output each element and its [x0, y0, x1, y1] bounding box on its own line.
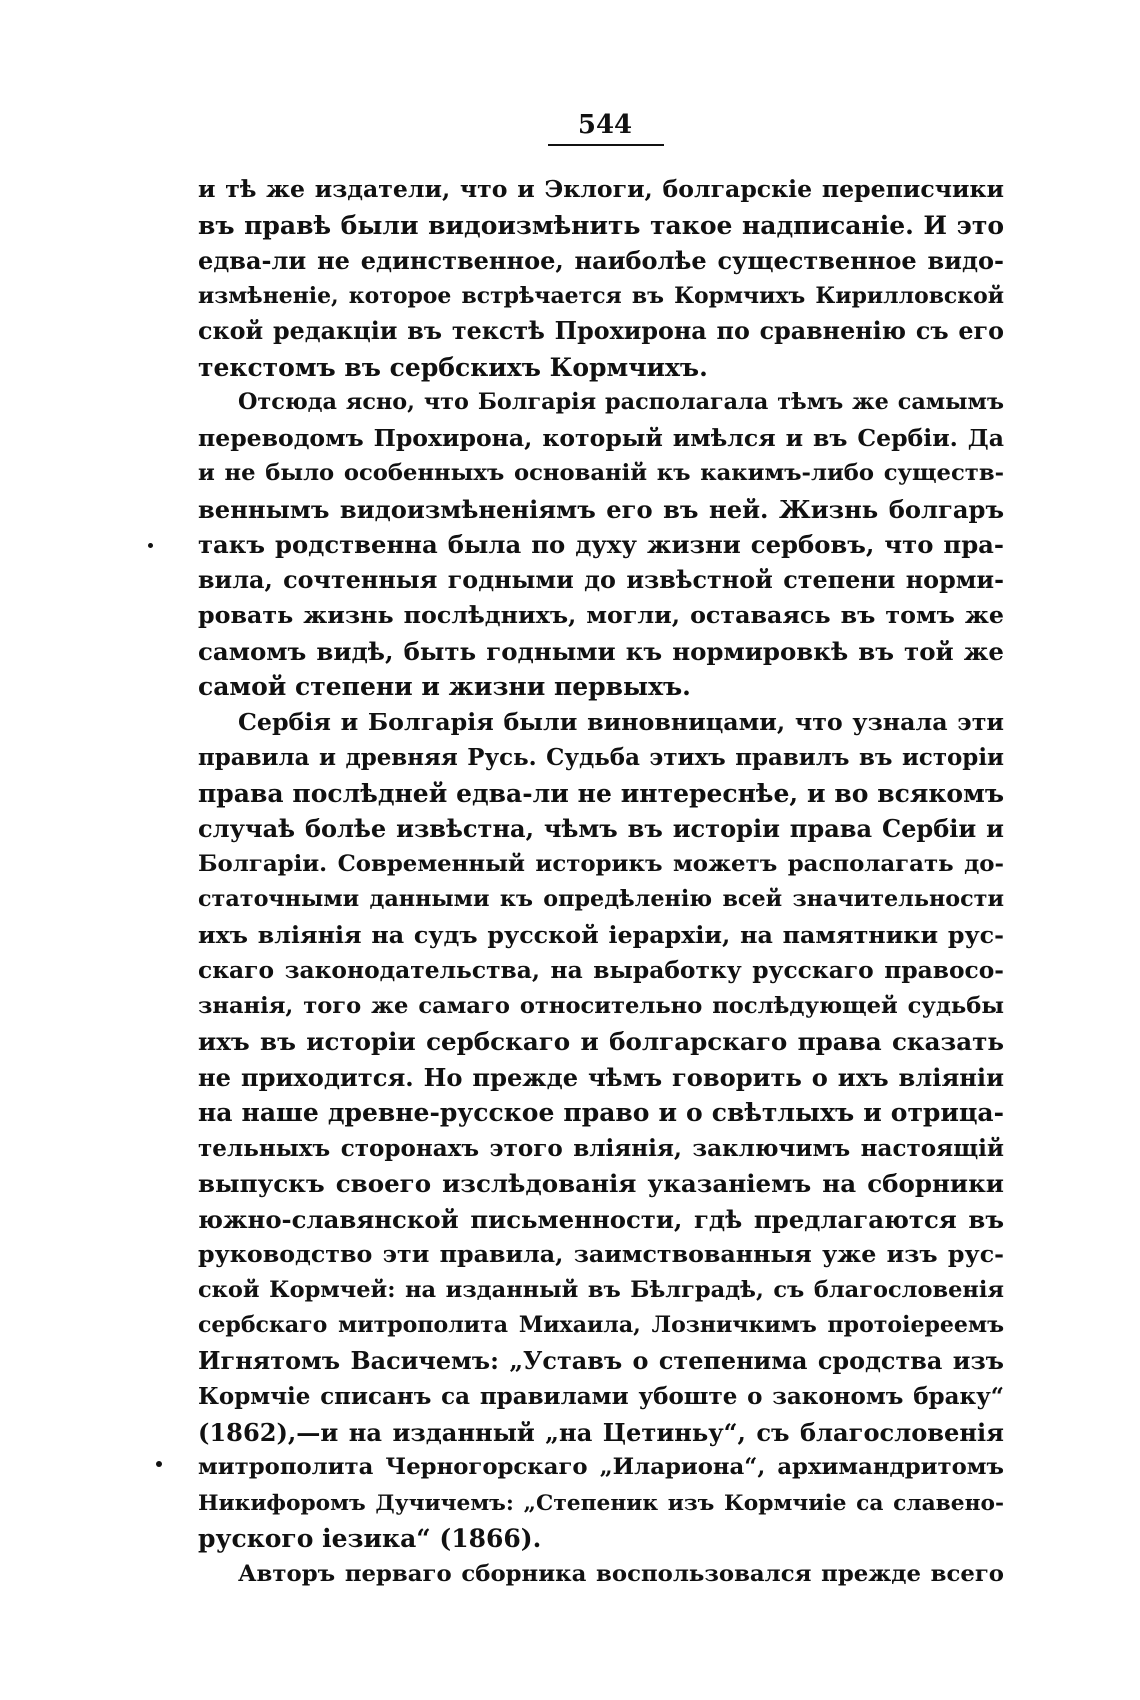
text-line: ской Кормчей: на изданный въ Бѣлградѣ, съ благословенія	[198, 1276, 1004, 1303]
page-number-rule	[548, 144, 664, 146]
text-line: Отсюда ясно, что Болгарія располагала тѣмъ же самымъ	[238, 389, 1004, 415]
text-line: ровать жизнь послѣднихъ, могли, оставаясь въ томъ же	[198, 601, 1004, 629]
text-line: вила, сочтенныя годными до извѣстной степени норми-	[198, 565, 1004, 594]
text-line: Кормчіе списанъ са правилами убоште о закономъ браку“	[198, 1383, 1004, 1410]
text-line: (1862),—и на изданный „на Цетиньу“, съ благословенія	[198, 1417, 1004, 1447]
text-line: южно-славянской письменности, гдѣ предлагаются въ	[198, 1204, 1004, 1234]
text-line: ской редакціи въ текстѣ Прохирона по сравненію съ его	[198, 317, 1004, 345]
text-line: ихъ въ исторіи сербскаго и болгарскаго права сказать	[198, 1027, 1004, 1056]
margin-mark	[148, 543, 153, 548]
text-line: на наше древне-русское право и о свѣтлыхъ и отрица-	[198, 1098, 1004, 1127]
page-number: 544	[577, 110, 633, 140]
text-line: знанія, того же самаго относительно послѣдующей судьбы	[198, 992, 1004, 1019]
body-text	[198, 172, 1004, 1592]
text-line: руского іезика“ (1866).	[198, 1524, 542, 1553]
text-line: едва-ли не единственное, наиболѣе существенное видо-	[198, 246, 1004, 275]
text-line: Болгаріи. Современный историкъ можетъ располагать до-	[198, 850, 1004, 877]
text-line: правила и древняя Русь. Судьба этихъ правилъ въ исторіи	[198, 744, 1004, 771]
text-line: и тѣ же издатели, что и Эклоги, болгарскіе переписчики	[198, 175, 1004, 203]
text-line: переводомъ Прохирона, который имѣлся и въ Сербіи. Да	[198, 423, 1004, 452]
text-line: ихъ вліянія на судъ русской іерархіи, на памятники рус-	[198, 920, 1004, 949]
text-line: текстомъ въ сербскихъ Кормчихъ.	[198, 352, 708, 382]
text-line: Игнятомъ Васичемъ: „Уставъ о степенима сродства изъ	[198, 1346, 1004, 1375]
text-line: статочными данными къ опредѣленію всей значительности	[198, 886, 1004, 912]
text-line: права послѣдней едва-ли не интереснѣе, и во всякомъ	[198, 778, 1004, 808]
margin-mark	[156, 1461, 162, 1467]
text-line: въ правѣ были видоизмѣнить такое надписаніе. И это	[198, 210, 1004, 240]
text-line: митрополита Черногорскаго „Илариона“, архимандритомъ	[198, 1454, 1004, 1480]
text-line: руководство эти правила, заимствованныя уже изъ рус-	[198, 1240, 1004, 1268]
text-line: случаѣ болѣе извѣстна, чѣмъ въ исторіи права Сербіи и	[198, 814, 1004, 843]
text-line: самой степени и жизни первыхъ.	[198, 672, 691, 701]
text-line: веннымъ видоизмѣненіямъ его въ ней. Жизнь болгаръ	[198, 494, 1004, 524]
text-line: выпускъ своего изслѣдованія указаніемъ на сборники	[198, 1169, 1004, 1198]
text-line: не приходится. Но прежде чѣмъ говорить о ихъ вліяніи	[198, 1062, 1004, 1092]
text-line: Сербія и Болгарія были виновницами, что узнала эти	[238, 707, 1004, 736]
text-line: такъ родственна была по духу жизни сербовъ, что пра-	[198, 530, 1004, 559]
text-line: измѣненіе, которое встрѣчается въ Кормчихъ Кирилловской	[198, 282, 1004, 309]
text-line: Авторъ перваго сборника воспользовался прежде всего	[238, 1560, 1004, 1587]
text-line: скаго законодательства, на выработку русскаго правосо-	[198, 956, 1004, 984]
text-line: Никифоромъ Дучичемъ: „Степеник изъ Кормчиіе са славено-	[198, 1490, 1004, 1516]
text-line: и не было особенныхъ основаній къ какимъ-либо существ-	[198, 460, 1004, 486]
text-line: сербскаго митрополита Михаила, Лозничкимъ протоіереемъ	[198, 1312, 1004, 1338]
text-line: самомъ видѣ, быть годными къ нормировкѣ въ той же	[198, 636, 1004, 666]
text-line: тельныхъ сторонахъ этого вліянія, заключимъ настоящій	[198, 1134, 1004, 1162]
